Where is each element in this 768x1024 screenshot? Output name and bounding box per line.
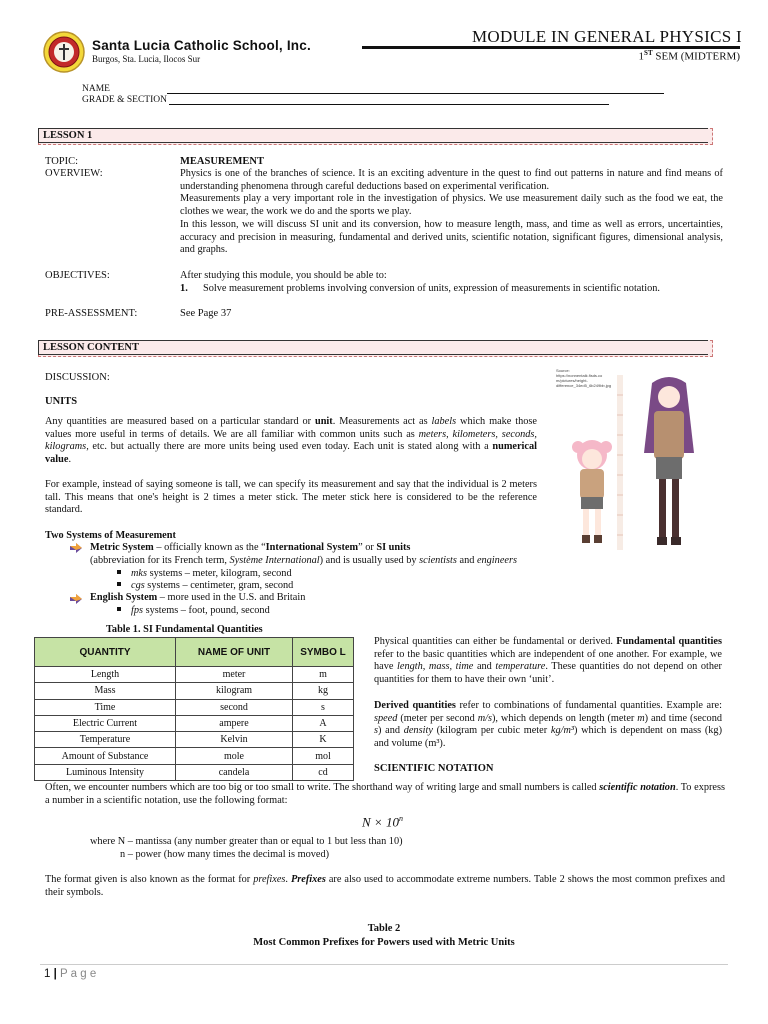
page-number: 1 | P a g e xyxy=(44,968,97,980)
overview-paragraph: Measurements play a very important role in the investigation of physics. We use measurement daily such as the food we eat, the clothes we wear, the work we do and the sports we play. xyxy=(180,193,723,218)
name-line[interactable] xyxy=(167,84,664,94)
power-definition: n – power (how many times the decimal is moved) xyxy=(120,849,330,860)
table-cell: Kelvin xyxy=(176,732,293,748)
metric-system-detail: (abbreviation for its French term, Système International) and is usually used by scientists and engineers xyxy=(90,555,517,566)
table-row xyxy=(35,699,354,715)
scientific-notation-paragraph: Often, we encounter numbers which are too big or too small to write. The shorthand way of writing large and small numbers is called scientific notation. To express a number in a scientific notation, use the following format: xyxy=(45,782,726,806)
grade-section-label: GRADE & SECTION xyxy=(82,95,167,105)
table-cell: A xyxy=(293,715,354,731)
units-heading: UNITS xyxy=(45,396,78,407)
cgs-item: cgs systems – centimeter, gram, second xyxy=(117,580,293,593)
square-bullet-icon xyxy=(117,607,121,611)
square-bullet-icon xyxy=(117,582,121,586)
footer-rule xyxy=(40,964,728,965)
table-cell: candela xyxy=(176,764,293,780)
topic-label: TOPIC: xyxy=(45,156,79,167)
school-name: Santa Lucia Catholic School, Inc. xyxy=(92,38,311,53)
scientific-notation-formula: $N \times 10^n$ xyxy=(362,814,403,830)
table-row xyxy=(35,732,354,748)
objectives-label: OBJECTIVES: xyxy=(45,270,110,281)
table-cell: meter xyxy=(176,667,293,683)
table-cell: Amount of Substance xyxy=(35,748,176,764)
metric-system-item: Metric System – officially known as the “International System” or SI units xyxy=(90,542,411,553)
table-cell: s xyxy=(293,699,354,715)
si-fundamental-quantities-table xyxy=(34,637,354,781)
table-cell: kg xyxy=(293,683,354,699)
table-row xyxy=(35,683,354,699)
two-systems-heading: Two Systems of Measurement xyxy=(45,530,176,541)
grade-section-line[interactable] xyxy=(169,95,609,105)
table-cell: kilogram xyxy=(176,683,293,699)
objective-item: Solve measurement problems involving conversion of units, expression of measurements in scientific notation. xyxy=(203,283,660,294)
scientific-notation-heading: SCIENTIFIC NOTATION xyxy=(374,763,494,774)
table-cell: mole xyxy=(176,748,293,764)
column-header: QUANTITY xyxy=(35,638,176,667)
table-2-subtitle: Most Common Prefixes for Powers used with Metric Units xyxy=(253,937,515,948)
table-cell: ampere xyxy=(176,715,293,731)
prefixes-paragraph: The format given is also known as the format for prefixes. Prefixes are also used to accommodate extreme numbers. Table 2 shows the most common prefixes and their symbols. xyxy=(45,874,726,898)
table-2-title: Table 2 xyxy=(367,923,401,934)
table-cell: mol xyxy=(293,748,354,764)
semester-label: 1ST SEM (MIDTERM) xyxy=(638,49,740,63)
overview-label: OVERVIEW: xyxy=(45,168,103,179)
objective-number: 1. xyxy=(180,283,188,294)
lesson-1-bar xyxy=(38,128,713,145)
preassessment-label: PRE-ASSESSMENT: xyxy=(45,308,138,319)
table-cell: K xyxy=(293,732,354,748)
table-cell: Length xyxy=(35,667,176,683)
english-system-item: English System – more used in the U.S. and Britain xyxy=(90,592,306,603)
arrow-bullet-icon xyxy=(70,594,82,604)
table-row xyxy=(35,715,354,731)
table-cell: Temperature xyxy=(35,732,176,748)
image-source-caption: Source: https://nonnentalk.fisds.co m/pictures/height-difference_34ed5_6b249bb.jpg xyxy=(556,368,612,388)
grade-section-field[interactable] xyxy=(82,95,609,105)
lesson-content-label: LESSON CONTENT xyxy=(43,342,139,353)
name-label: NAME xyxy=(82,84,110,94)
column-header: SYMBO L xyxy=(293,638,354,667)
table-row xyxy=(35,748,354,764)
school-seal-logo xyxy=(42,30,86,74)
module-title: MODULE IN GENERAL PHYSICS I xyxy=(471,27,742,46)
mks-item: mks systems – meter, kilogram, second xyxy=(117,568,292,581)
mantissa-definition: where N – mantissa (any number greater than or equal to 1 but less than 10) xyxy=(90,836,403,847)
school-address: Burgos, Sta. Lucia, Ilocos Sur xyxy=(92,54,201,64)
square-bullet-icon xyxy=(117,570,121,574)
table-1-caption: Table 1. SI Fundamental Quantities xyxy=(106,624,263,635)
table-cell: cd xyxy=(293,764,354,780)
table-cell: Time xyxy=(35,699,176,715)
overview-text xyxy=(180,168,723,257)
table-cell: second xyxy=(176,699,293,715)
column-header: NAME OF UNIT xyxy=(176,638,293,667)
table-cell: Luminous Intensity xyxy=(35,764,176,780)
topic-value: MEASUREMENT xyxy=(180,156,265,167)
table-row xyxy=(35,667,354,683)
table-cell: Electric Current xyxy=(35,715,176,731)
table-cell: m xyxy=(293,667,354,683)
table-row xyxy=(35,764,354,780)
lesson-content-bar xyxy=(38,340,713,357)
height-comparison-illustration xyxy=(552,365,712,555)
fundamental-quantities-paragraph: Physical quantities can either be fundamental or derived. Fundamental quantities refer to the basic quantities which are independent of one another. For example, we have length, mass, time and temperature. These quantities do not depend on other quantities for them to have their own ‘unit’. xyxy=(374,636,722,686)
discussion-label: DISCUSSION: xyxy=(45,372,110,383)
preassessment-value: See Page 37 xyxy=(180,308,232,319)
overview-paragraph: Physics is one of the branches of science. It is an exciting adventure in the quest to find out patterns in nature and find means of understanding phenomena through careful deductions based on experimental verification. xyxy=(180,168,723,192)
units-paragraph-1: Any quantities are measured based on a particular standard or unit. Measurements act as labels which make those values more useful in terms of details. We are all familiar with common units such as meters, kilometers, seconds, kilograms, etc. but actually there are more units being used even today. Each unit is stated along with a numerical value. xyxy=(45,416,537,466)
objectives-intro: After studying this module, you should be able to: xyxy=(180,270,387,281)
name-field[interactable] xyxy=(82,84,664,94)
lesson-1-label: LESSON 1 xyxy=(43,130,93,141)
overview-paragraph: In this lesson, we will discuss SI unit and its conversion, how to measure length, mass, and time as well as errors, uncertainties, accuracy and precision in measuring, fundamental and derived units, scientific notation, significant figures, dimensional analysis, and graphs. xyxy=(180,218,723,256)
table-cell: Mass xyxy=(35,683,176,699)
fps-item: fps systems – foot, pound, second xyxy=(117,605,270,618)
units-paragraph-2: For example, instead of saying someone is tall, we can specify its measurement and say that the individual is 2 meters tall. This means that one's height is 2 times a meter stick. The meter stick here is considered to be the reference standard. xyxy=(45,479,537,516)
table-header-row xyxy=(35,638,354,667)
arrow-bullet-icon xyxy=(70,543,82,553)
derived-quantities-paragraph: Derived quantities refer to combinations of fundamental quantities. Example are: speed (meter per second m/s), which depends on length (meter m) and time (second s) and density (kilogram per cubic meter kg/m³) which is dependent on mass (kg) and volume (m³). xyxy=(374,700,723,750)
